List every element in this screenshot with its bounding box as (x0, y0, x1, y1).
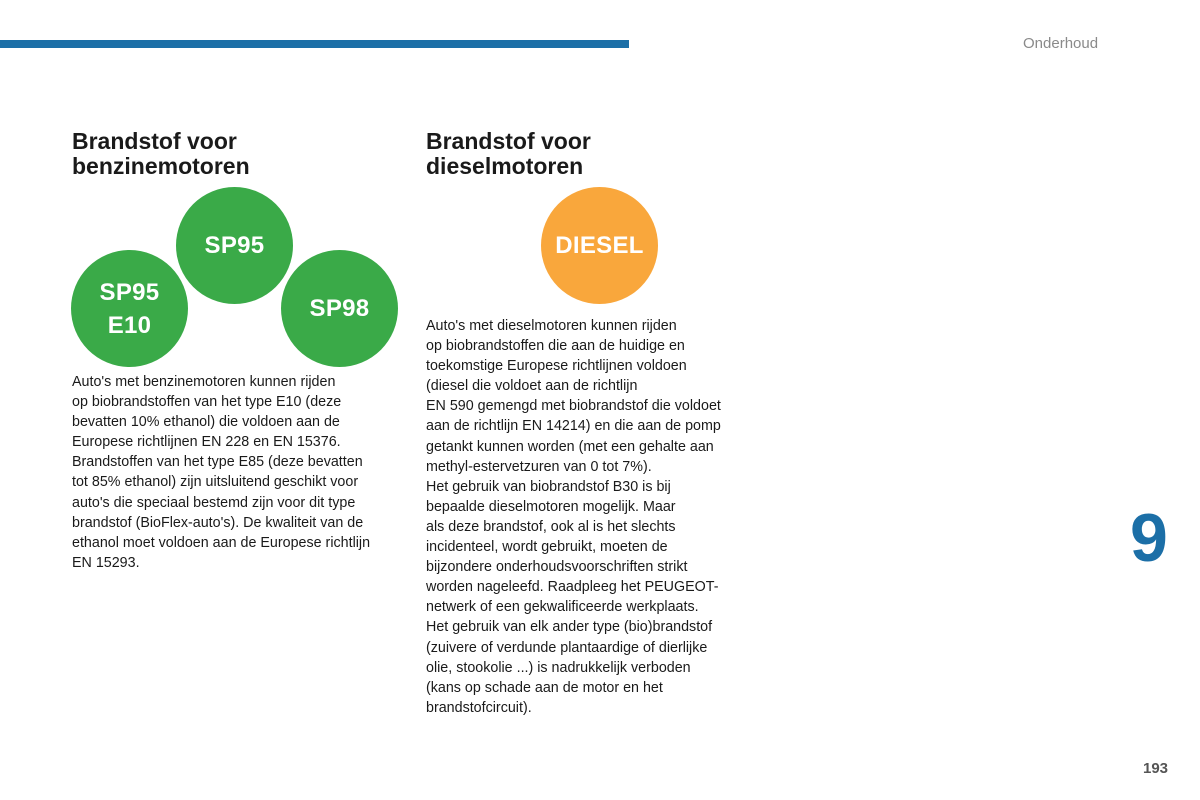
text-line: brandstofcircuit). (426, 699, 532, 716)
diesel-heading-line: Brandstof voor (426, 128, 591, 154)
text-line: tot 85% ethanol) zijn uitsluitend geschikt voor (72, 474, 359, 491)
text-line: bepaalde dieselmotoren mogelijk. Maar (426, 498, 676, 515)
petrol-heading (72, 129, 250, 179)
diesel-heading-line: dieselmotoren (426, 153, 584, 179)
text-line: als deze brandstof, ook al is het slechts (426, 518, 676, 535)
text-line: aan de richtlijn EN 14214) en die aan de pomp (426, 418, 721, 435)
page-number: 193 (1143, 760, 1169, 777)
header-accent-bar (0, 40, 629, 48)
sp98-fuel-badge (281, 250, 398, 367)
text-line: op biobrandstoffen die aan de huidige en (426, 338, 685, 355)
text-line: Het gebruik van elk ander type (bio)brandstof (426, 619, 713, 636)
text-line: (diesel die voldoet aan de richtlijn (426, 378, 638, 395)
text-line: Auto's met benzinemotoren kunnen rijden (72, 374, 336, 390)
section-title: Onderhoud (1023, 35, 1099, 52)
text-line: Europese richtlijnen EN 228 en EN 15376. (72, 434, 341, 451)
sp95-fuel-badge (176, 187, 293, 304)
text-line: methyl-estervetzuren van 0 tot 7%). (426, 458, 652, 475)
text-line: getankt kunnen worden (met een gehalte aan (426, 438, 714, 455)
badge-label: E10 (107, 311, 152, 339)
text-line: Het gebruik van biobrandstof B30 is bij (426, 478, 671, 495)
badge-label: SP98 (309, 295, 370, 322)
badge-label: SP95 (204, 232, 265, 259)
text-line: bevatten 10% ethanol) die voldoen aan de (72, 414, 340, 431)
diesel-text (426, 316, 721, 718)
text-line: netwerk of een gekwalificeerde werkplaats. (426, 599, 699, 616)
text-line: EN 15293. (72, 554, 140, 571)
petrol-heading-line: benzinemotoren (72, 153, 250, 179)
text-line: worden nageleefd. Raadpleeg het PEUGEOT- (426, 579, 719, 596)
text-line: (zuivere of verdunde plantaardige of dierlijke (426, 639, 708, 656)
text-line: op biobrandstoffen van het type E10 (deze (72, 394, 342, 411)
text-line: incidenteel, wordt gebruikt, moeten de (426, 539, 668, 556)
text-line: olie, stookolie ...) is nadrukkelijk verboden (426, 659, 691, 676)
text-line: toekomstige Europese richtlijnen voldoen (426, 358, 687, 375)
text-line: bijzondere onderhoudsvoorschriften strikt (426, 559, 688, 576)
badge-label: SP95 (99, 278, 160, 306)
chapter-number: 9 (1130, 500, 1168, 576)
petrol-heading-line: Brandstof voor (72, 128, 237, 154)
diesel-fuel-badge (541, 187, 658, 304)
text-line: Brandstoffen van het type E85 (deze bevatten (72, 454, 363, 471)
text-line: (kans op schade aan de motor en het (426, 679, 663, 696)
badge-label: DIESEL (555, 232, 644, 259)
text-line: auto's die speciaal bestemd zijn voor dit type (72, 494, 356, 511)
diesel-heading (426, 129, 591, 179)
text-line: EN 590 gemengd met biobrandstof die voldoet (426, 398, 721, 415)
text-line: Auto's met dieselmotoren kunnen rijden (426, 318, 677, 334)
sp95-e10-fuel-badge (71, 250, 188, 367)
petrol-text (72, 372, 370, 573)
text-line: ethanol moet voldoen aan de Europese richtlijn (72, 534, 371, 551)
text-line: brandstof (BioFlex-auto's). De kwaliteit van de (72, 514, 364, 531)
